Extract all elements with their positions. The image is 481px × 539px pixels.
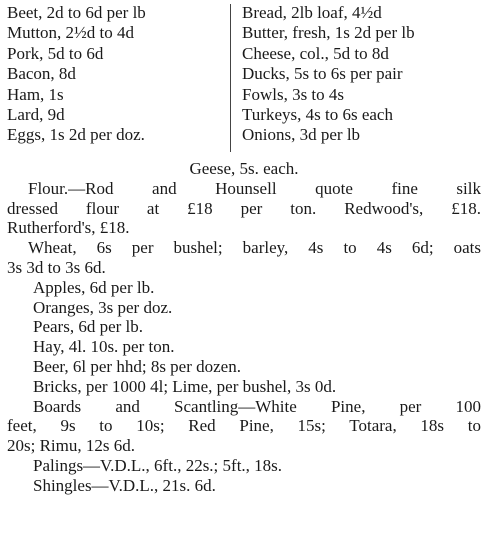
price-item: Bacon, 8d bbox=[7, 64, 76, 84]
price-item: Fowls, 3s to 4s bbox=[242, 84, 345, 104]
text-line: Shingles—V.D.L., 21s. 6d. bbox=[33, 475, 216, 495]
text-line: Pears, 6d per lb. bbox=[33, 317, 144, 337]
price-item: Onions, 3d per lb bbox=[242, 125, 361, 145]
geese-price: Geese, 5s. each. bbox=[189, 159, 299, 178]
price-list-right bbox=[242, 3, 481, 146]
text-line: Hay, 4l. 10s. per ton. bbox=[33, 337, 175, 357]
price-list-left bbox=[7, 3, 227, 146]
text-line: Bricks, per 1000 4l; Lime, per bushel, 3s 0d. bbox=[33, 376, 337, 396]
text-line: dressed flour at £18 per ton. Redwood's, £18. bbox=[7, 198, 481, 218]
price-item: Lard, 9d bbox=[7, 104, 65, 124]
text-line: Beer, 6l per hhd; 8s per dozen. bbox=[33, 356, 241, 376]
column-divider bbox=[230, 4, 231, 152]
text-line: Flour.—Rod and Hounsell quote fine silk bbox=[28, 178, 481, 198]
price-item: Turkeys, 4s to 6s each bbox=[242, 104, 393, 124]
text-line: Wheat, 6s per bushel; barley, 4s to 4s 6d; oats bbox=[28, 238, 481, 258]
text-line: 20s; Rimu, 12s 6d. bbox=[7, 436, 135, 456]
price-item: Butter, fresh, 1s 2d per lb bbox=[242, 23, 415, 43]
text-line: Apples, 6d per lb. bbox=[33, 277, 155, 297]
price-item: Cheese, col., 5d to 8d bbox=[242, 43, 389, 63]
price-item: Bread, 2lb loaf, 4½d bbox=[242, 3, 382, 22]
text-line: feet, 9s to 10s; Red Pine, 15s; Totara, 18s to bbox=[7, 416, 481, 436]
price-item: Beet, 2d to 6d per lb bbox=[7, 3, 146, 22]
text-line: Oranges, 3s per doz. bbox=[33, 297, 173, 317]
price-item: Pork, 5d to 6d bbox=[7, 43, 104, 63]
text-line: 3s 3d to 3s 6d. bbox=[7, 257, 106, 277]
price-item: Eggs, 1s 2d per doz. bbox=[7, 125, 145, 145]
price-item: Ham, 1s bbox=[7, 84, 64, 104]
text-line: Boards and Scantling—White Pine, per 100 bbox=[33, 396, 481, 416]
price-item: Mutton, 2½d to 4d bbox=[7, 23, 135, 43]
text-line: Palings—V.D.L., 6ft., 22s.; 5ft., 18s. bbox=[33, 455, 283, 475]
market-report-text bbox=[7, 159, 481, 496]
price-item: Ducks, 5s to 6s per pair bbox=[242, 64, 403, 84]
text-line: Rutherford's, £18. bbox=[7, 218, 130, 238]
